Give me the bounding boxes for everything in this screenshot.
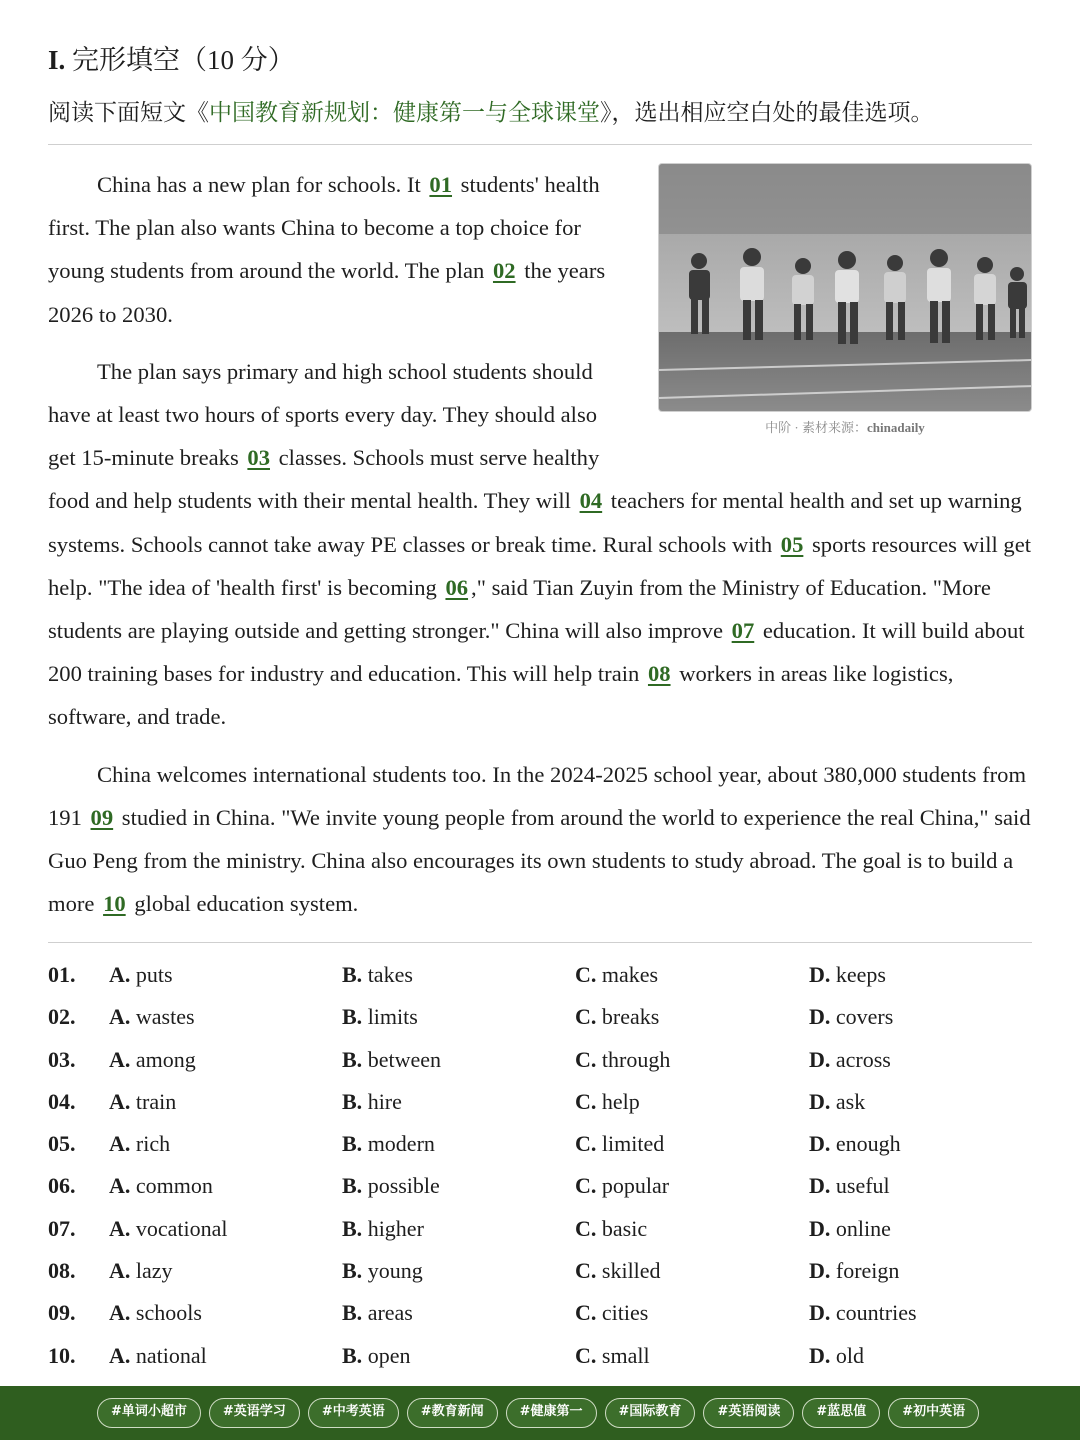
- hashtag-chip[interactable]: #单词小超市: [97, 1398, 201, 1428]
- option-word: enough: [835, 1131, 901, 1157]
- option-d[interactable]: [809, 954, 886, 996]
- option-word: takes: [367, 962, 413, 987]
- option-c[interactable]: [575, 1208, 647, 1250]
- option-letter: C.: [575, 1004, 597, 1030]
- blank-04: 04: [579, 488, 603, 514]
- option-a[interactable]: [109, 996, 195, 1038]
- option-word: foreign: [835, 1258, 900, 1284]
- question-number: 09.: [48, 1300, 76, 1326]
- blank-08: 08: [647, 661, 671, 687]
- option-word: limits: [367, 1004, 418, 1030]
- option-d[interactable]: [809, 1250, 899, 1292]
- p2-text-5: ," said Tian Zuyin from the Ministry of Education. "More students are playing outside and getting stronger." China will also improve: [48, 574, 991, 644]
- question-number: 07.: [48, 1215, 76, 1241]
- option-d[interactable]: [809, 1081, 865, 1123]
- option-word: schools: [135, 1300, 202, 1326]
- option-word: hire: [367, 1088, 402, 1114]
- question-number: 04.: [48, 1088, 76, 1114]
- option-c[interactable]: [575, 1335, 650, 1377]
- option-b[interactable]: [342, 1208, 424, 1250]
- hashtag-chip[interactable]: #国际教育: [605, 1398, 696, 1428]
- option-b[interactable]: [342, 996, 418, 1038]
- option-word: useful: [835, 1173, 890, 1199]
- section-title: [48, 38, 295, 77]
- option-b[interactable]: [342, 1292, 413, 1334]
- option-letter: D.: [809, 1088, 831, 1114]
- option-a[interactable]: [109, 1123, 170, 1165]
- option-word: online: [835, 1215, 891, 1241]
- option-word: skilled: [601, 1258, 661, 1284]
- instruction: [48, 94, 934, 127]
- option-c[interactable]: [575, 1039, 670, 1081]
- option-row: [48, 1208, 1032, 1250]
- hashtag-chip[interactable]: #中考英语: [308, 1398, 399, 1428]
- hashtag-chip[interactable]: #健康第一: [506, 1398, 597, 1428]
- option-c[interactable]: [575, 1292, 648, 1334]
- option-letter: D.: [809, 1173, 831, 1199]
- tag-footer: [0, 1386, 1080, 1440]
- instruction-prefix: 阅读下面短文《: [48, 100, 209, 125]
- option-letter: A.: [109, 962, 131, 987]
- blank-01: 01: [429, 172, 453, 197]
- option-letter: B.: [342, 962, 363, 987]
- option-letter: C.: [575, 1215, 597, 1241]
- divider-bottom: [48, 942, 1032, 943]
- option-word: help: [601, 1088, 640, 1114]
- question-number: 03.: [48, 1046, 76, 1072]
- question-number: 06.: [48, 1173, 76, 1199]
- p3-text-1: China welcomes international students too. In the 2024-2025 school year, about 380,000 students from 191: [48, 761, 1027, 830]
- tag-list: [97, 1398, 987, 1428]
- p2-text-2: classes. Schools must serve healthy food and help students with their mental health. They will: [48, 445, 600, 514]
- option-letter: B.: [342, 1088, 363, 1114]
- option-letter: B.: [342, 1004, 363, 1030]
- option-a[interactable]: [109, 1081, 176, 1123]
- blank-05: 05: [780, 531, 804, 557]
- option-a[interactable]: [109, 1335, 207, 1377]
- divider-top: [48, 144, 1032, 145]
- p2-text-6: education. It will build about 200 training bases for industry and education. This will help train: [48, 618, 1025, 687]
- option-word: lazy: [135, 1258, 173, 1284]
- p3-text-2: studied in China. "We invite young people from around the world to experience the real China," said Guo Peng from the ministry. China also encourages its own students to study abroad. The goal is to build a more: [48, 804, 1031, 917]
- option-d[interactable]: [809, 1335, 864, 1377]
- option-letter: A.: [109, 1300, 131, 1326]
- question-number: 02.: [48, 1004, 76, 1030]
- option-letter: A.: [109, 1131, 131, 1157]
- option-letter: A.: [109, 1088, 131, 1114]
- option-word: higher: [367, 1215, 424, 1241]
- hashtag-chip[interactable]: #英语阅读: [703, 1398, 794, 1428]
- option-d[interactable]: [809, 1208, 891, 1250]
- option-letter: B.: [342, 1258, 363, 1284]
- p2-text-1: The plan says primary and high school students should have at least two hours of sports every day. They should also get 15-minute breaks: [48, 358, 598, 471]
- option-word: small: [601, 1342, 650, 1368]
- article-title: 中国教育新规划：健康第一与全球课堂: [209, 100, 600, 125]
- option-letter: B.: [342, 1342, 363, 1368]
- option-word: across: [835, 1046, 891, 1072]
- option-word: wastes: [135, 1004, 195, 1030]
- option-word: ask: [835, 1088, 866, 1114]
- blank-06: 06: [445, 574, 469, 600]
- option-a[interactable]: [109, 1292, 202, 1334]
- option-letter: B.: [342, 1046, 363, 1072]
- option-d[interactable]: [809, 996, 893, 1038]
- option-b[interactable]: [342, 1250, 423, 1292]
- blank-07: 07: [731, 618, 755, 644]
- option-b[interactable]: [342, 1123, 435, 1165]
- option-letter: A.: [109, 1004, 131, 1030]
- option-row: [48, 1292, 1032, 1334]
- hashtag-chip[interactable]: #英语学习: [209, 1398, 300, 1428]
- option-c[interactable]: [575, 1123, 664, 1165]
- option-b[interactable]: [342, 1081, 402, 1123]
- option-word: national: [135, 1342, 207, 1368]
- option-letter: C.: [575, 1342, 597, 1368]
- option-word: vocational: [135, 1215, 228, 1241]
- option-row: [48, 996, 1032, 1038]
- option-c[interactable]: [575, 1165, 669, 1207]
- option-row: [48, 954, 1032, 996]
- option-word: puts: [135, 962, 173, 987]
- question-number: 05.: [48, 1131, 76, 1157]
- option-letter: C.: [575, 1300, 597, 1326]
- option-letter: A.: [109, 1342, 131, 1368]
- instruction-suffix: 》，选出相应空白处的最佳选项。: [600, 100, 934, 125]
- option-word: covers: [835, 1004, 894, 1030]
- option-letter: A.: [109, 1215, 131, 1241]
- option-row: [48, 1250, 1032, 1292]
- option-a[interactable]: [109, 1208, 228, 1250]
- option-word: common: [135, 1173, 213, 1199]
- hashtag-chip[interactable]: #教育新闻: [407, 1398, 498, 1428]
- option-row: [48, 1081, 1032, 1123]
- option-c[interactable]: [575, 1081, 640, 1123]
- option-letter: C.: [575, 1258, 597, 1284]
- option-word: train: [135, 1088, 177, 1114]
- option-d[interactable]: [809, 1123, 901, 1165]
- option-word: areas: [367, 1300, 413, 1326]
- p1-text-2: students' health first. The plan also wants China to become a top choice for young students from around the world. The plan: [48, 172, 600, 284]
- option-row: [48, 1335, 1032, 1377]
- option-word: cities: [601, 1300, 649, 1326]
- option-word: possible: [367, 1173, 440, 1199]
- p1-text-3: the years 2026 to 2030.: [48, 258, 606, 327]
- question-number: 10.: [48, 1342, 76, 1368]
- option-word: between: [367, 1046, 441, 1072]
- option-b[interactable]: [342, 954, 413, 996]
- option-a[interactable]: [109, 954, 173, 996]
- hashtag-chip[interactable]: #初中英语: [888, 1398, 979, 1428]
- option-letter: C.: [575, 1173, 597, 1199]
- option-c[interactable]: [575, 1250, 661, 1292]
- option-d[interactable]: [809, 1165, 890, 1207]
- p2-text-7: workers in areas like logistics, software, and trade.: [48, 661, 954, 730]
- option-c[interactable]: [575, 996, 659, 1038]
- option-letter: C.: [575, 1131, 597, 1157]
- answer-options: [48, 954, 1032, 1377]
- option-letter: A.: [109, 1258, 131, 1284]
- option-word: open: [367, 1342, 411, 1368]
- passage: [48, 163, 1032, 925]
- blank-10: 10: [103, 891, 126, 917]
- option-word: among: [135, 1046, 196, 1072]
- option-word: makes: [601, 962, 659, 987]
- option-word: through: [601, 1046, 671, 1072]
- option-word: basic: [601, 1215, 648, 1241]
- hashtag-chip[interactable]: #蓝思值: [802, 1398, 880, 1428]
- option-letter: B.: [342, 1131, 363, 1157]
- option-word: popular: [601, 1173, 670, 1199]
- option-word: old: [835, 1342, 865, 1368]
- option-row: [48, 1039, 1032, 1081]
- section-heading: 完形填空（10 分）: [72, 45, 295, 75]
- option-row: [48, 1165, 1032, 1207]
- option-word: young: [367, 1258, 423, 1284]
- option-letter: D.: [809, 1004, 831, 1030]
- photo-caption: [648, 420, 1032, 436]
- option-word: breaks: [601, 1004, 660, 1030]
- caption-prefix: 中阶 · 素材来源：: [765, 420, 868, 435]
- option-letter: D.: [809, 1258, 831, 1284]
- option-letter: A.: [109, 1173, 131, 1199]
- p2-text-4: sports resources will get help. "The idea of 'health first' is becoming: [48, 531, 1031, 600]
- option-letter: C.: [575, 962, 597, 987]
- option-letter: C.: [575, 1088, 597, 1114]
- option-row: [48, 1123, 1032, 1165]
- option-letter: B.: [342, 1215, 363, 1241]
- option-letter: A.: [109, 1046, 131, 1072]
- blank-02: 02: [492, 258, 516, 284]
- option-letter: B.: [342, 1300, 363, 1326]
- passage-paragraph-3: [48, 753, 1032, 926]
- option-a[interactable]: [109, 1250, 173, 1292]
- option-letter: D.: [809, 1215, 831, 1241]
- option-letter: D.: [809, 962, 831, 987]
- option-a[interactable]: [109, 1039, 196, 1081]
- option-word: modern: [367, 1131, 435, 1157]
- p3-text-3: global education system.: [128, 891, 359, 917]
- option-word: rich: [135, 1131, 171, 1157]
- option-b[interactable]: [342, 1039, 441, 1081]
- blank-09: 09: [90, 804, 114, 830]
- option-b[interactable]: [342, 1335, 410, 1377]
- option-d[interactable]: [809, 1039, 891, 1081]
- question-number: 08.: [48, 1258, 76, 1284]
- option-word: countries: [835, 1300, 917, 1326]
- option-letter: C.: [575, 1046, 597, 1072]
- option-word: limited: [601, 1131, 665, 1157]
- option-c[interactable]: [575, 954, 658, 996]
- p2-text-3: teachers for mental health and set up warning systems. Schools cannot take away PE classes or break time. Rural schools with: [48, 488, 1022, 557]
- option-letter: D.: [809, 1300, 831, 1326]
- caption-source: chinadaily: [867, 420, 925, 435]
- blank-03: 03: [247, 445, 270, 471]
- students-running-photo: [658, 163, 1032, 412]
- option-word: keeps: [835, 962, 886, 987]
- section-number: I.: [48, 45, 66, 75]
- option-letter: D.: [809, 1131, 831, 1157]
- option-letter: B.: [342, 1173, 363, 1199]
- option-b[interactable]: [342, 1165, 440, 1207]
- option-a[interactable]: [109, 1165, 213, 1207]
- option-letter: D.: [809, 1342, 831, 1368]
- question-number: 01.: [48, 962, 76, 987]
- p1-text-1: China has a new plan for schools. It: [97, 172, 427, 197]
- photo-figure: [648, 163, 1032, 436]
- option-d[interactable]: [809, 1292, 917, 1334]
- option-letter: D.: [809, 1046, 831, 1072]
